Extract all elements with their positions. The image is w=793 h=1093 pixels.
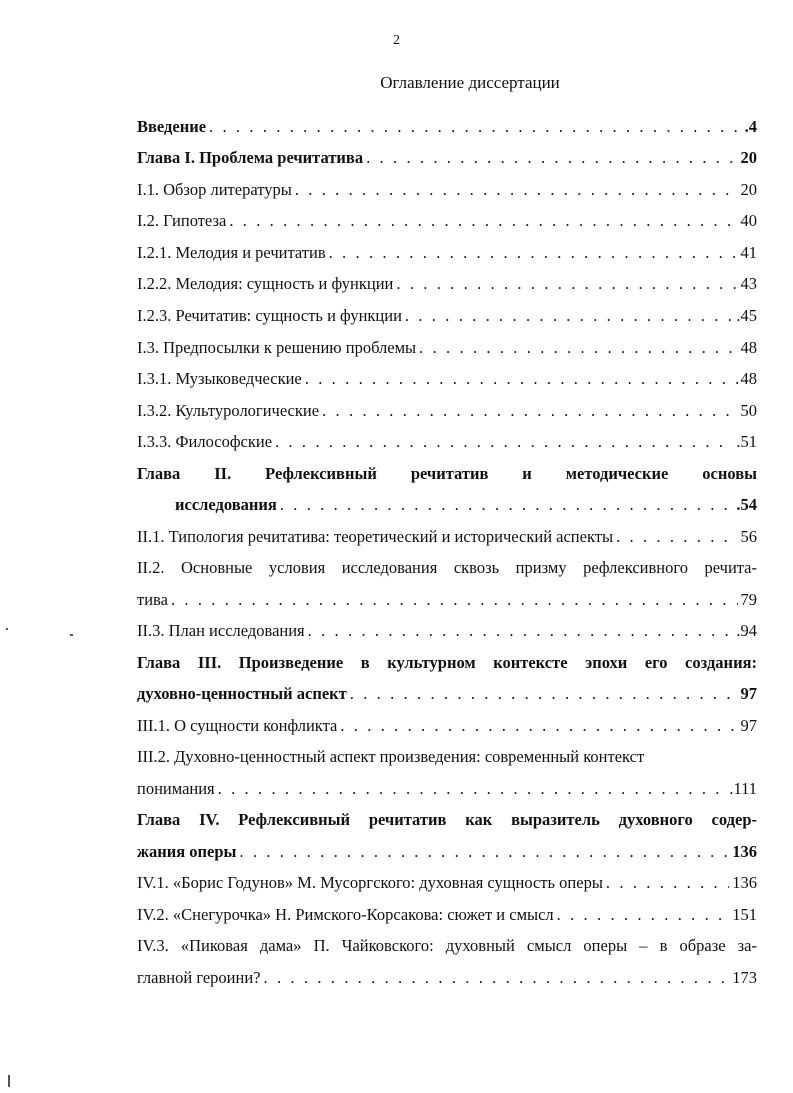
toc-entry-page: .51 [736, 432, 757, 451]
dot-leader [229, 211, 737, 231]
dot-leader [308, 621, 734, 641]
page-number: 2 [393, 33, 400, 48]
toc-entry-text: II.3. План исследования [137, 621, 305, 640]
toc-entry-text: Введение [137, 117, 207, 136]
dot-leader [557, 905, 730, 925]
dot-leader [405, 306, 733, 326]
toc-entry-3-1[interactable] [137, 716, 757, 740]
toc-entry-text: исследования [175, 495, 277, 514]
toc-entry-2-3[interactable] [137, 621, 757, 645]
dot-leader [396, 274, 737, 294]
dot-leader [329, 243, 738, 263]
toc-entry-page: 48 [740, 369, 757, 388]
toc-entry-chapter-2[interactable] [175, 495, 757, 519]
toc-entry-1-2[interactable] [137, 211, 757, 235]
toc-entry-page: 136 [732, 842, 757, 861]
toc-entry-1-3-3[interactable] [137, 432, 757, 456]
dot-leader [209, 117, 742, 137]
scan-speck [8, 1075, 10, 1087]
toc-entry-chapter-4[interactable] [137, 842, 757, 866]
dot-leader [419, 338, 737, 358]
toc-entry-intro[interactable] [137, 117, 757, 141]
toc-entry-text: I.2.1. Мелодия и речитатив [137, 243, 326, 262]
toc-chapter-4-line-1: Глава IV. Рефлексивный речитатив как выразитель духовного содер- [137, 810, 757, 829]
toc-title: Оглавление диссертации [380, 73, 560, 92]
toc-entry-4-1[interactable] [137, 873, 757, 897]
toc-entry-text: II.1. Типология речитатива: теоретический и исторический аспекты [137, 527, 614, 546]
toc-entry-1-2-2[interactable] [137, 274, 757, 298]
dot-leader [350, 684, 738, 704]
toc-chapter-3-line-1: Глава III. Произведение в культурном контексте эпохи его создания: [137, 653, 757, 672]
toc-entry-page: .111 [729, 779, 757, 798]
toc-entry-1-2-1[interactable] [137, 243, 757, 267]
toc-entry-page: .4 [744, 117, 757, 136]
toc-entry-text: IV.1. «Борис Годунов» М. Мусоргского: духовная сущность оперы [137, 873, 603, 892]
dot-leader [295, 180, 738, 200]
toc-entry-text: понимания [137, 779, 215, 798]
toc-entry-chapter-1[interactable] [137, 148, 757, 172]
dot-leader [264, 968, 730, 988]
toc-entry-text: I.1. Обзор литературы [137, 180, 292, 199]
toc-entry-1-1[interactable] [137, 180, 757, 204]
dot-leader [275, 432, 733, 452]
toc-entry-page: 43 [740, 274, 757, 293]
toc-entry-page: 56 [740, 527, 757, 546]
toc-entry-chapter-3[interactable] [137, 684, 757, 708]
toc-entry-text: I.3. Предпосылки к решению проблемы [137, 338, 417, 357]
toc-entry-page: 136 [732, 873, 757, 892]
toc-2-2-line-1: II.2. Основные условия исследования сквозь призму рефлексивного речита- [137, 558, 757, 577]
toc-entry-page: 48 [740, 338, 757, 357]
toc-entry-page: 20 [740, 148, 757, 167]
toc-entry-text: I.2.2. Мелодия: сущность и функции [137, 274, 394, 293]
toc-3-2-line-1: III.2. Духовно-ценностный аспект произведения: современный контекст [137, 747, 645, 766]
dot-leader [280, 495, 734, 515]
dot-leader [616, 527, 737, 547]
toc-entry-page: 151 [732, 905, 757, 924]
toc-entry-4-2[interactable] [137, 905, 757, 929]
toc-entry-page: 20 [740, 180, 757, 199]
toc-entry-text: IV.2. «Снегурочка» Н. Римского-Корсакова: сюжет и смысл [137, 905, 554, 924]
toc-entry-text: главной героини? [137, 968, 261, 987]
toc-entry-page: 41 [740, 243, 757, 262]
toc-entry-page: 97 [740, 716, 757, 735]
toc-entry-page: 50 [740, 401, 757, 420]
toc-entry-text: I.2.3. Речитатив: сущность и функции [137, 306, 402, 325]
dot-leader [606, 873, 729, 893]
toc-entry-1-3[interactable] [137, 338, 757, 362]
toc-chapter-2-line-1: Глава II. Рефлексивный речитатив и методические основы [137, 464, 757, 483]
toc-entry-page: 40 [740, 211, 757, 230]
toc-entry-text: I.2. Гипотеза [137, 211, 227, 230]
toc-entry-text: I.3.3. Философские [137, 432, 273, 451]
toc-entry-page: 79 [740, 590, 757, 609]
dot-leader [171, 590, 738, 610]
toc-entry-page: 173 [732, 968, 757, 987]
toc-entry-2-1[interactable] [137, 527, 757, 551]
scan-speck [70, 634, 73, 636]
toc-entry-1-3-2[interactable] [137, 401, 757, 425]
toc-entry-2-2[interactable] [137, 590, 757, 614]
dot-leader [239, 842, 729, 862]
toc-entry-page: .94 [736, 621, 757, 640]
scan-speck [6, 628, 8, 630]
dot-leader [322, 401, 737, 421]
toc-entry-3-2[interactable] [137, 779, 757, 803]
toc-entry-text: I.3.2. Культурологические [137, 401, 320, 420]
toc-4-3-line-1: IV.3. «Пиковая дама» П. Чайковского: духовный смысл оперы – в образе за- [137, 936, 757, 955]
toc-entry-4-3[interactable] [137, 968, 757, 992]
dot-leader [340, 716, 737, 736]
dot-leader [218, 779, 727, 799]
toc-entry-text: Глава I. Проблема речитатива [137, 148, 364, 167]
toc-entry-text: I.3.1. Музыковедческие [137, 369, 302, 388]
toc-entry-1-2-3[interactable] [137, 306, 757, 330]
toc-entry-text: III.1. О сущности конфликта [137, 716, 338, 735]
toc-entry-page: 97 [740, 684, 757, 703]
toc-entry-text: жания оперы [137, 842, 237, 861]
toc-entry-text: тива [137, 590, 168, 609]
dot-leader [366, 148, 737, 168]
dot-leader [305, 369, 738, 389]
toc-entry-page: .54 [736, 495, 757, 514]
toc-entry-1-3-1[interactable] [137, 369, 757, 393]
toc-entry-page: .45 [736, 306, 757, 325]
toc-entry-text: духовно-ценностный аспект [137, 684, 347, 703]
